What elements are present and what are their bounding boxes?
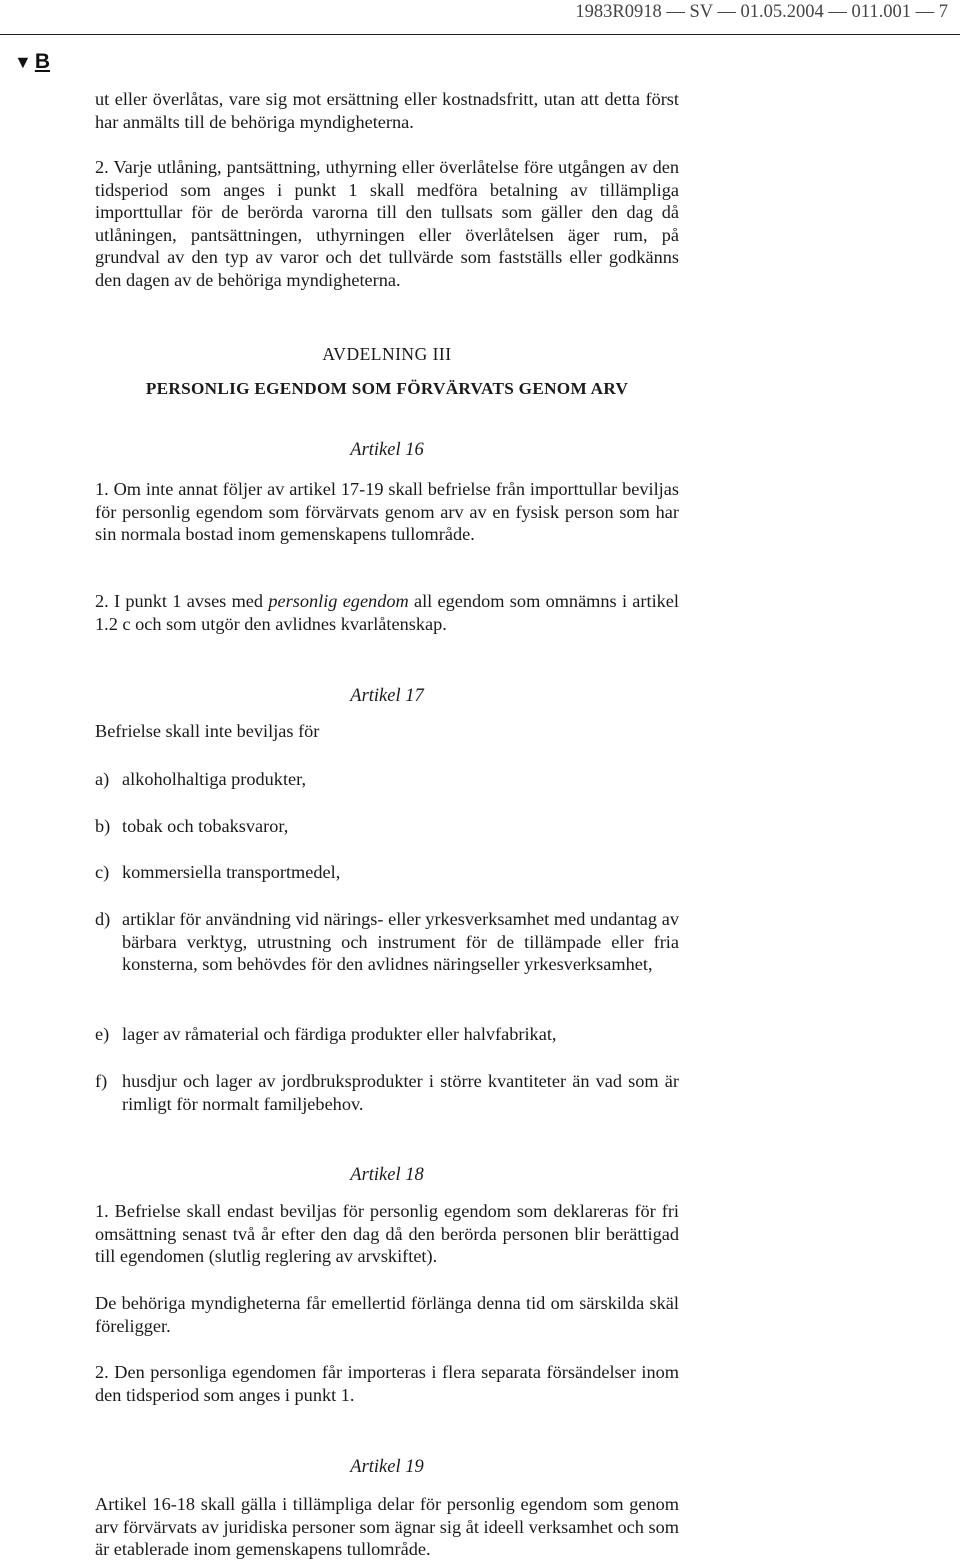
- list-item-text: husdjur och lager av jordbruksprodukter i större kvantiteter än vad som är rimligt för normalt familjebehov.: [122, 1071, 679, 1114]
- list-item-text: lager av råmaterial och färdiga produkter eller halvfabrikat,: [122, 1024, 557, 1044]
- list-item-label: a): [95, 769, 110, 789]
- paragraph: ut eller överlåtas, vare sig mot ersättning eller kostnadsfritt, utan att detta först har anmälts till de behöriga myndigheterna.: [95, 89, 679, 132]
- amendment-marker-label: B: [34, 50, 50, 73]
- list-item: [95, 815, 679, 838]
- paragraph: [95, 590, 679, 635]
- list-item-text: artiklar för användning vid närings- eller yrkesverksamhet med undantag av bärbara verktyg, utrustning och instrument för de tillämpade eller fria konsterna, som behövdes för den avlidnes näringseller yrkesverksamhet,: [122, 909, 679, 974]
- article-18-para-1: [95, 1200, 679, 1268]
- text: 2. I punkt 1 avses med: [95, 591, 269, 611]
- section-label: AVDELNING III: [322, 344, 452, 364]
- article-18-para-1b: [95, 1292, 679, 1337]
- document-reference: 1983R0918 — SV — 01.05.2004 — 011.001 — 7: [575, 2, 948, 22]
- amendment-marker[interactable]: [14, 50, 50, 74]
- article-16-heading: Artikel 16: [350, 440, 424, 460]
- paragraph: Befrielse skall inte beviljas för: [95, 721, 320, 741]
- list-item-label: f): [95, 1071, 108, 1091]
- paragraph: 1. Om inte annat följer av artikel 17-19 skall befrielse från importtullar beviljas för personlig egendom som förvärvats genom arv av en fysisk person som har sin normala bostad inom gemenskapens tullområde.: [95, 479, 679, 544]
- paragraph: 1. Befrielse skall endast beviljas för personlig egendom som deklareras för fri omsättning senast två år efter den dag då den berörda personen blir berättigad till egendomen (slutlig reglering av arvskiftet).: [95, 1201, 679, 1266]
- text: all egendom som omnämns i artikel 1.2 c och som utgör den avlidnes kvarlåtenskap.: [95, 591, 679, 634]
- list-item-label: d): [95, 909, 111, 929]
- article-19-para-1: [95, 1493, 679, 1561]
- triangle-down-icon: ▼: [14, 52, 32, 72]
- article-17-lead: [95, 720, 679, 743]
- article-19-heading: Artikel 19: [350, 1457, 424, 1477]
- list-item-text: alkoholhaltiga produkter,: [122, 769, 307, 789]
- defined-term: personlig egendom: [268, 591, 409, 611]
- list-item-label: e): [95, 1024, 110, 1044]
- intro-paragraph-2: [95, 156, 679, 291]
- article-18-heading: Artikel 18: [350, 1165, 424, 1185]
- list-item-label: b): [95, 816, 111, 836]
- intro-continuation: [95, 88, 679, 133]
- paragraph: De behöriga myndigheterna får emellertid förlänga denna tid om särskilda skäl föreligger.: [95, 1293, 679, 1336]
- list-item: [95, 908, 679, 976]
- paragraph: Artikel 16-18 skall gälla i tillämpliga delar för personlig egendom som genom arv förvärvats av juridiska personer som ägnar sig åt ideell verksamhet och som är etablerade inom gemenskapens tullområde.: [95, 1494, 679, 1559]
- paragraph: 2. Den personliga egendomen får importeras i flera separata försändelser inom den tidsperiod som anges i punkt 1.: [95, 1362, 679, 1405]
- list-item-text: kommersiella transportmedel,: [122, 862, 341, 882]
- section-title: PERSONLIG EGENDOM SOM FÖRVÄRVATS GENOM ARV: [145, 379, 629, 398]
- article-18-para-2: [95, 1361, 679, 1406]
- article-17-heading: Artikel 17: [350, 686, 424, 706]
- list-item: [95, 1023, 679, 1046]
- list-item: [95, 1070, 679, 1115]
- article-16-para-1: [95, 478, 679, 546]
- article-16-para-2: [95, 590, 679, 635]
- list-item-label: c): [95, 862, 110, 882]
- list-item-text: tobak och tobaksvaror,: [122, 816, 289, 836]
- list-item: [95, 768, 679, 791]
- paragraph: 2. Varje utlåning, pantsättning, uthyrning eller överlåtelse före utgången av den tidsperiod som anges i punkt 1 skall medföra betalning av tillämpliga importtullar för de berörda varorna till den tullsats som gäller den dag då utlåningen, pantsättningen, uthyrningen eller överlåtelsen äger rum, på grundval av den typ av varor och det tullvärde som fastställs eller godkänns den dagen av de behöriga myndigheterna.: [95, 157, 679, 290]
- list-item: [95, 861, 679, 884]
